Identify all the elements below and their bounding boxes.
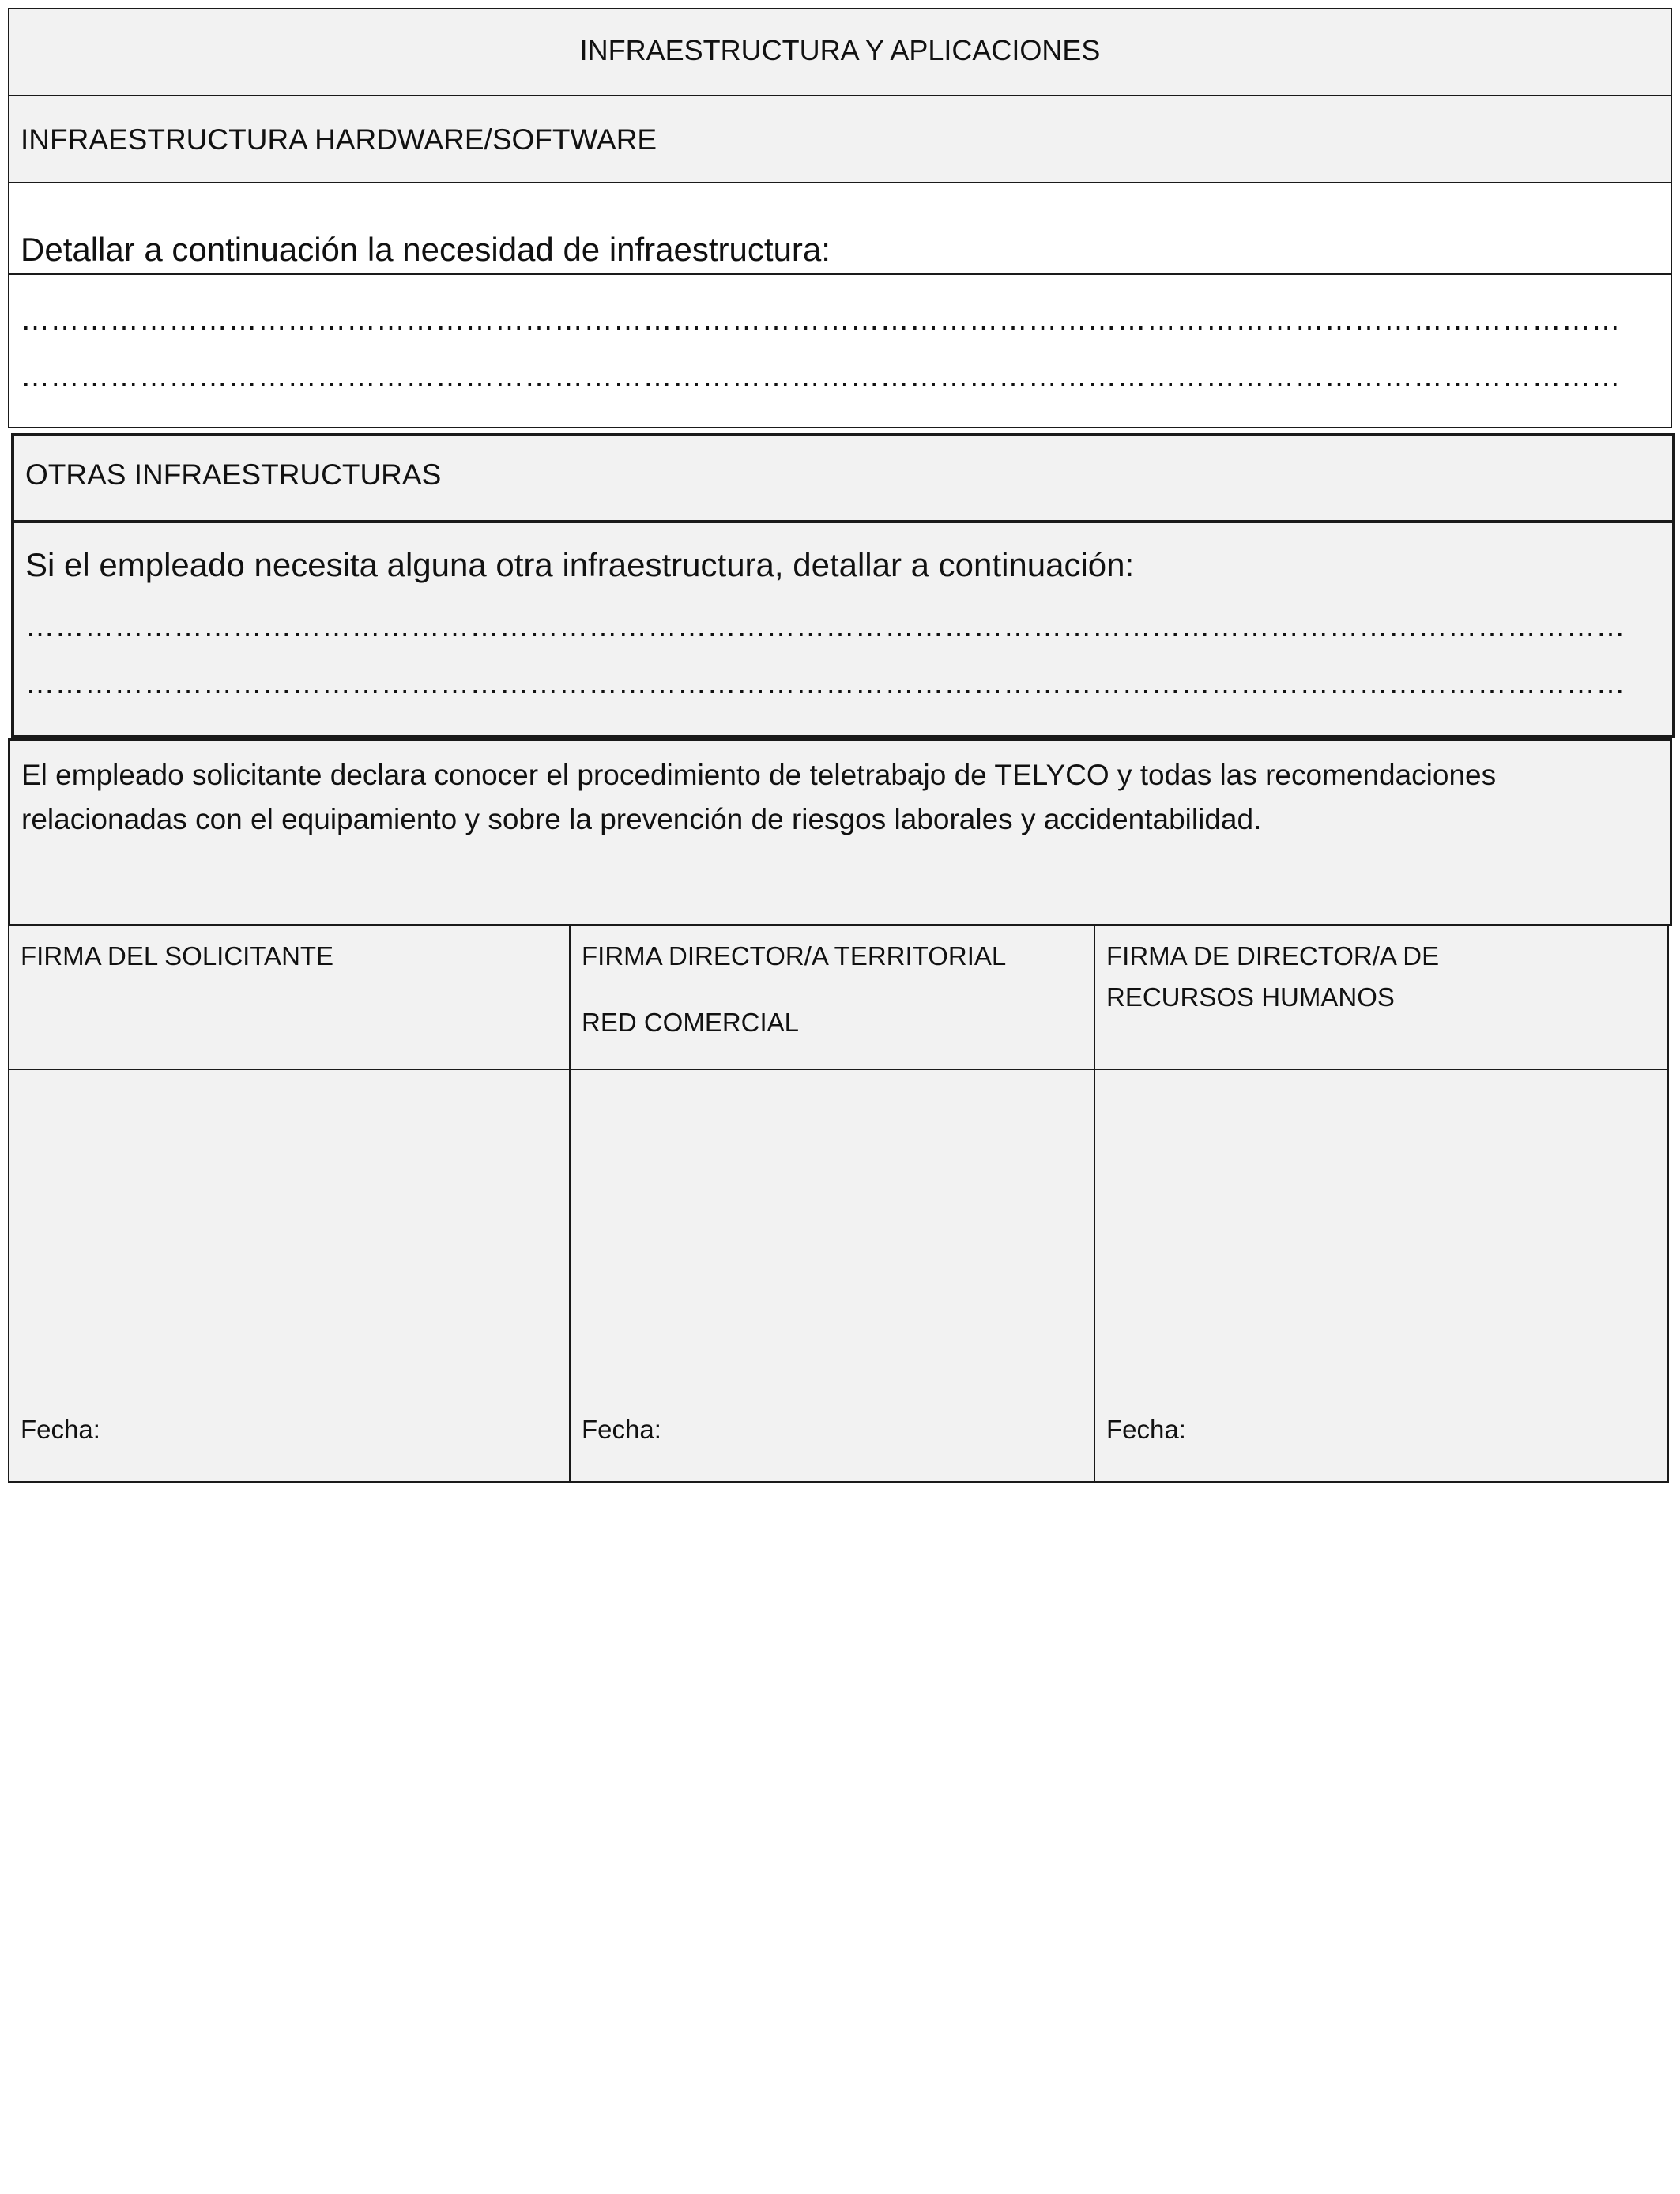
signature-header-1: [8, 925, 571, 1070]
signature-header-label: FIRMA DE DIRECTOR/A DE RECURSOS HUMANOS: [1106, 941, 1440, 1012]
otras-heading: OTRAS INFRAESTRUCTURAS: [25, 458, 442, 491]
date-label: Fecha:: [21, 1415, 100, 1444]
hardware-software-prompt: Detallar a continuación la necesidad de infraestructura:: [21, 231, 831, 268]
signature-header-label: FIRMA DEL SOLICITANTE: [21, 941, 334, 971]
signature-area-1[interactable]: [8, 1069, 571, 1483]
otras-heading-row: [11, 433, 1675, 523]
declaration-text: El empleado solicitante declara conocer el procedimiento de teletrabajo de TELYCO y todas las recomendaciones relacionadas con el equipamiento y sobre la prevención de riesgos laborales y accidentabilidad.: [21, 759, 1497, 835]
hardware-software-line-1[interactable]: ………………………………………………………………………………………………………………………………………………: [21, 303, 1621, 336]
signature-area-3[interactable]: [1094, 1069, 1669, 1483]
otras-prompt: Si el empleado necesita alguna otra infraestructura, detallar a continuación:: [25, 546, 1135, 583]
signature-header-3: [1094, 925, 1669, 1070]
date-label: Fecha:: [1106, 1415, 1186, 1444]
signature-area-2[interactable]: [569, 1069, 1095, 1483]
otras-line-2[interactable]: ………………………………………………………………………………………………………………………………………………: [25, 667, 1625, 699]
hardware-software-prompt-row: [8, 182, 1672, 275]
signature-header-2: [569, 925, 1095, 1070]
date-label: Fecha:: [582, 1415, 661, 1444]
signature-header-label: FIRMA DIRECTOR/A TERRITORIAL: [582, 941, 1007, 971]
otras-line-1[interactable]: ………………………………………………………………………………………………………………………………………………: [25, 610, 1625, 643]
declaration-box: [8, 738, 1672, 926]
hardware-software-line-2[interactable]: ………………………………………………………………………………………………………………………………………………: [21, 360, 1621, 393]
page-title: INFRAESTRUCTURA Y APLICACIONES: [579, 34, 1101, 66]
title-row: [8, 8, 1672, 96]
hardware-software-heading: INFRAESTRUCTURA HARDWARE/SOFTWARE: [21, 123, 657, 156]
signature-subheader-label: RED COMERCIAL: [582, 1008, 800, 1037]
hardware-software-lines-row[interactable]: [8, 273, 1672, 428]
otras-body[interactable]: [11, 520, 1675, 738]
hardware-software-heading-row: [8, 95, 1672, 183]
